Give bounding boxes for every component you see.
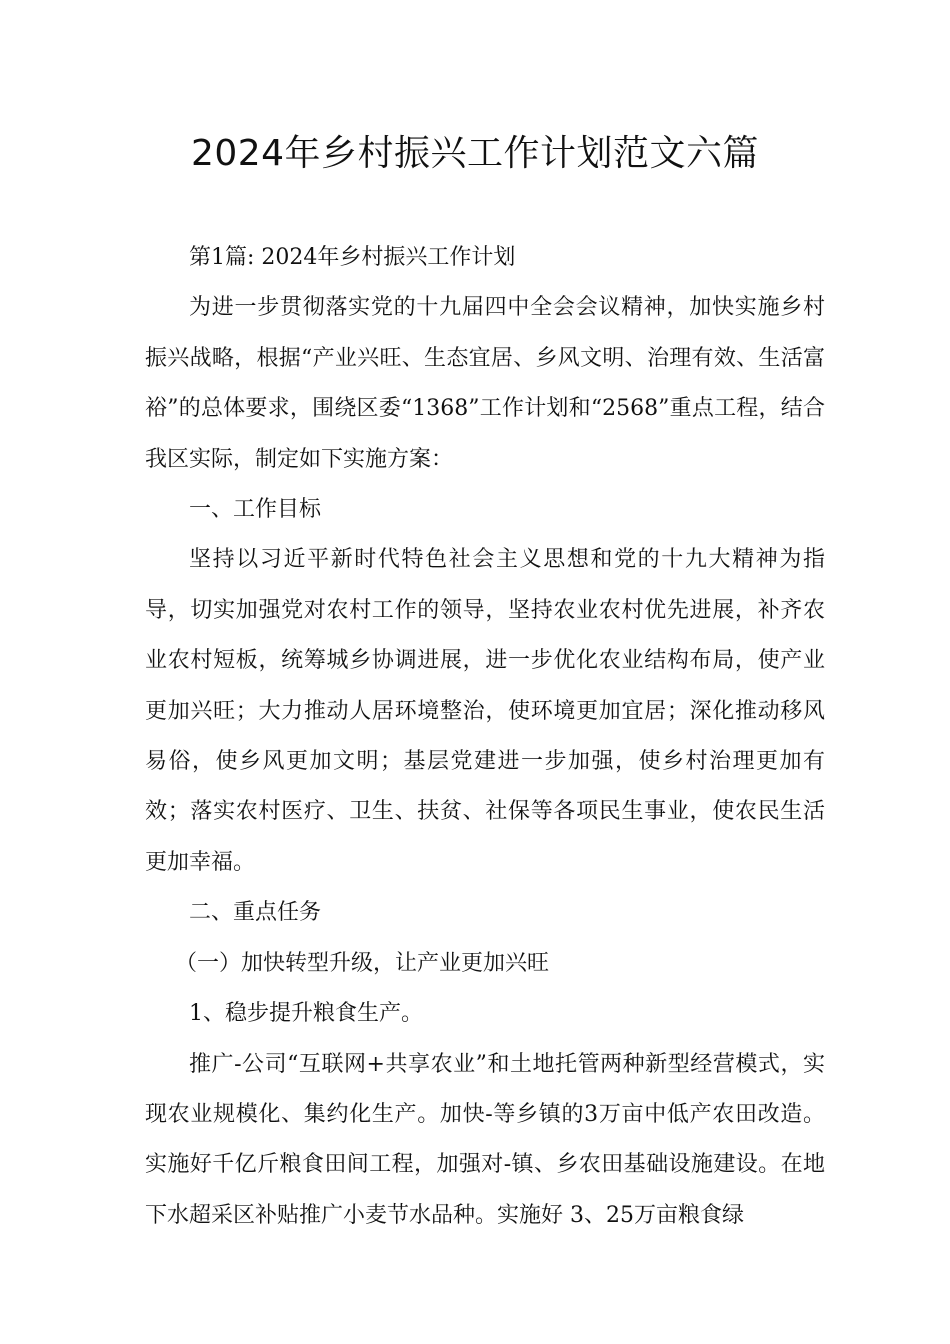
- document-body: [145, 233, 825, 1241]
- item-heading: 1、稳步提升粮食生产。: [189, 1001, 423, 1027]
- subsection-heading: （一）加快转型升级，让产业更加兴旺: [175, 950, 550, 976]
- document-title: 2024年乡村振兴工作计划范文六篇: [190, 133, 760, 174]
- section-heading-goals: 一、工作目标: [189, 497, 322, 523]
- section-heading-tasks: 二、重点任务: [189, 900, 322, 926]
- article-subtitle: 第1篇: 2024年乡村振兴工作计划: [189, 245, 516, 270]
- goals-paragraph: 坚持以习近平新时代特色社会主义思想和党的十九大精神为指导，切实加强党对农村工作的领导，坚持农业农村优先进展，补齐农业农村短板，统筹城乡协调进展，进一步优化农业结构布局，使产业更加兴旺；大力推动人居环境整治，使环境更加宜居；深化推动移风易俗，使乡风更加文明；基层党建进一步加强，使乡村治理更加有效；落实农村医疗、卫生、扶贫、社保等各项民生事业，使农民生活更加幸福。: [145, 547, 825, 875]
- intro-paragraph: 为进一步贯彻落实党的十九届四中全会会议精神，加快实施乡村振兴战略，根据“产业兴旺、生态宜居、乡风文明、治理有效、生活富裕”的总体要求，围绕区委“1368”工作计划和“2568”重点工程，结合我区实际，制定如下实施方案：: [145, 295, 825, 472]
- detail-paragraph: 推广-公司“互联网+共享农业”和土地托管两种新型经营模式，实现农业规模化、集约化生产。加快-等乡镇的3万亩中低产农田改造。实施好千亿斤粮食田间工程，加强对-镇、乡农田基础设施建设。在地下水超采区补贴推广小麦节水品种。实施好 3、25万亩粮食绿: [145, 1051, 825, 1228]
